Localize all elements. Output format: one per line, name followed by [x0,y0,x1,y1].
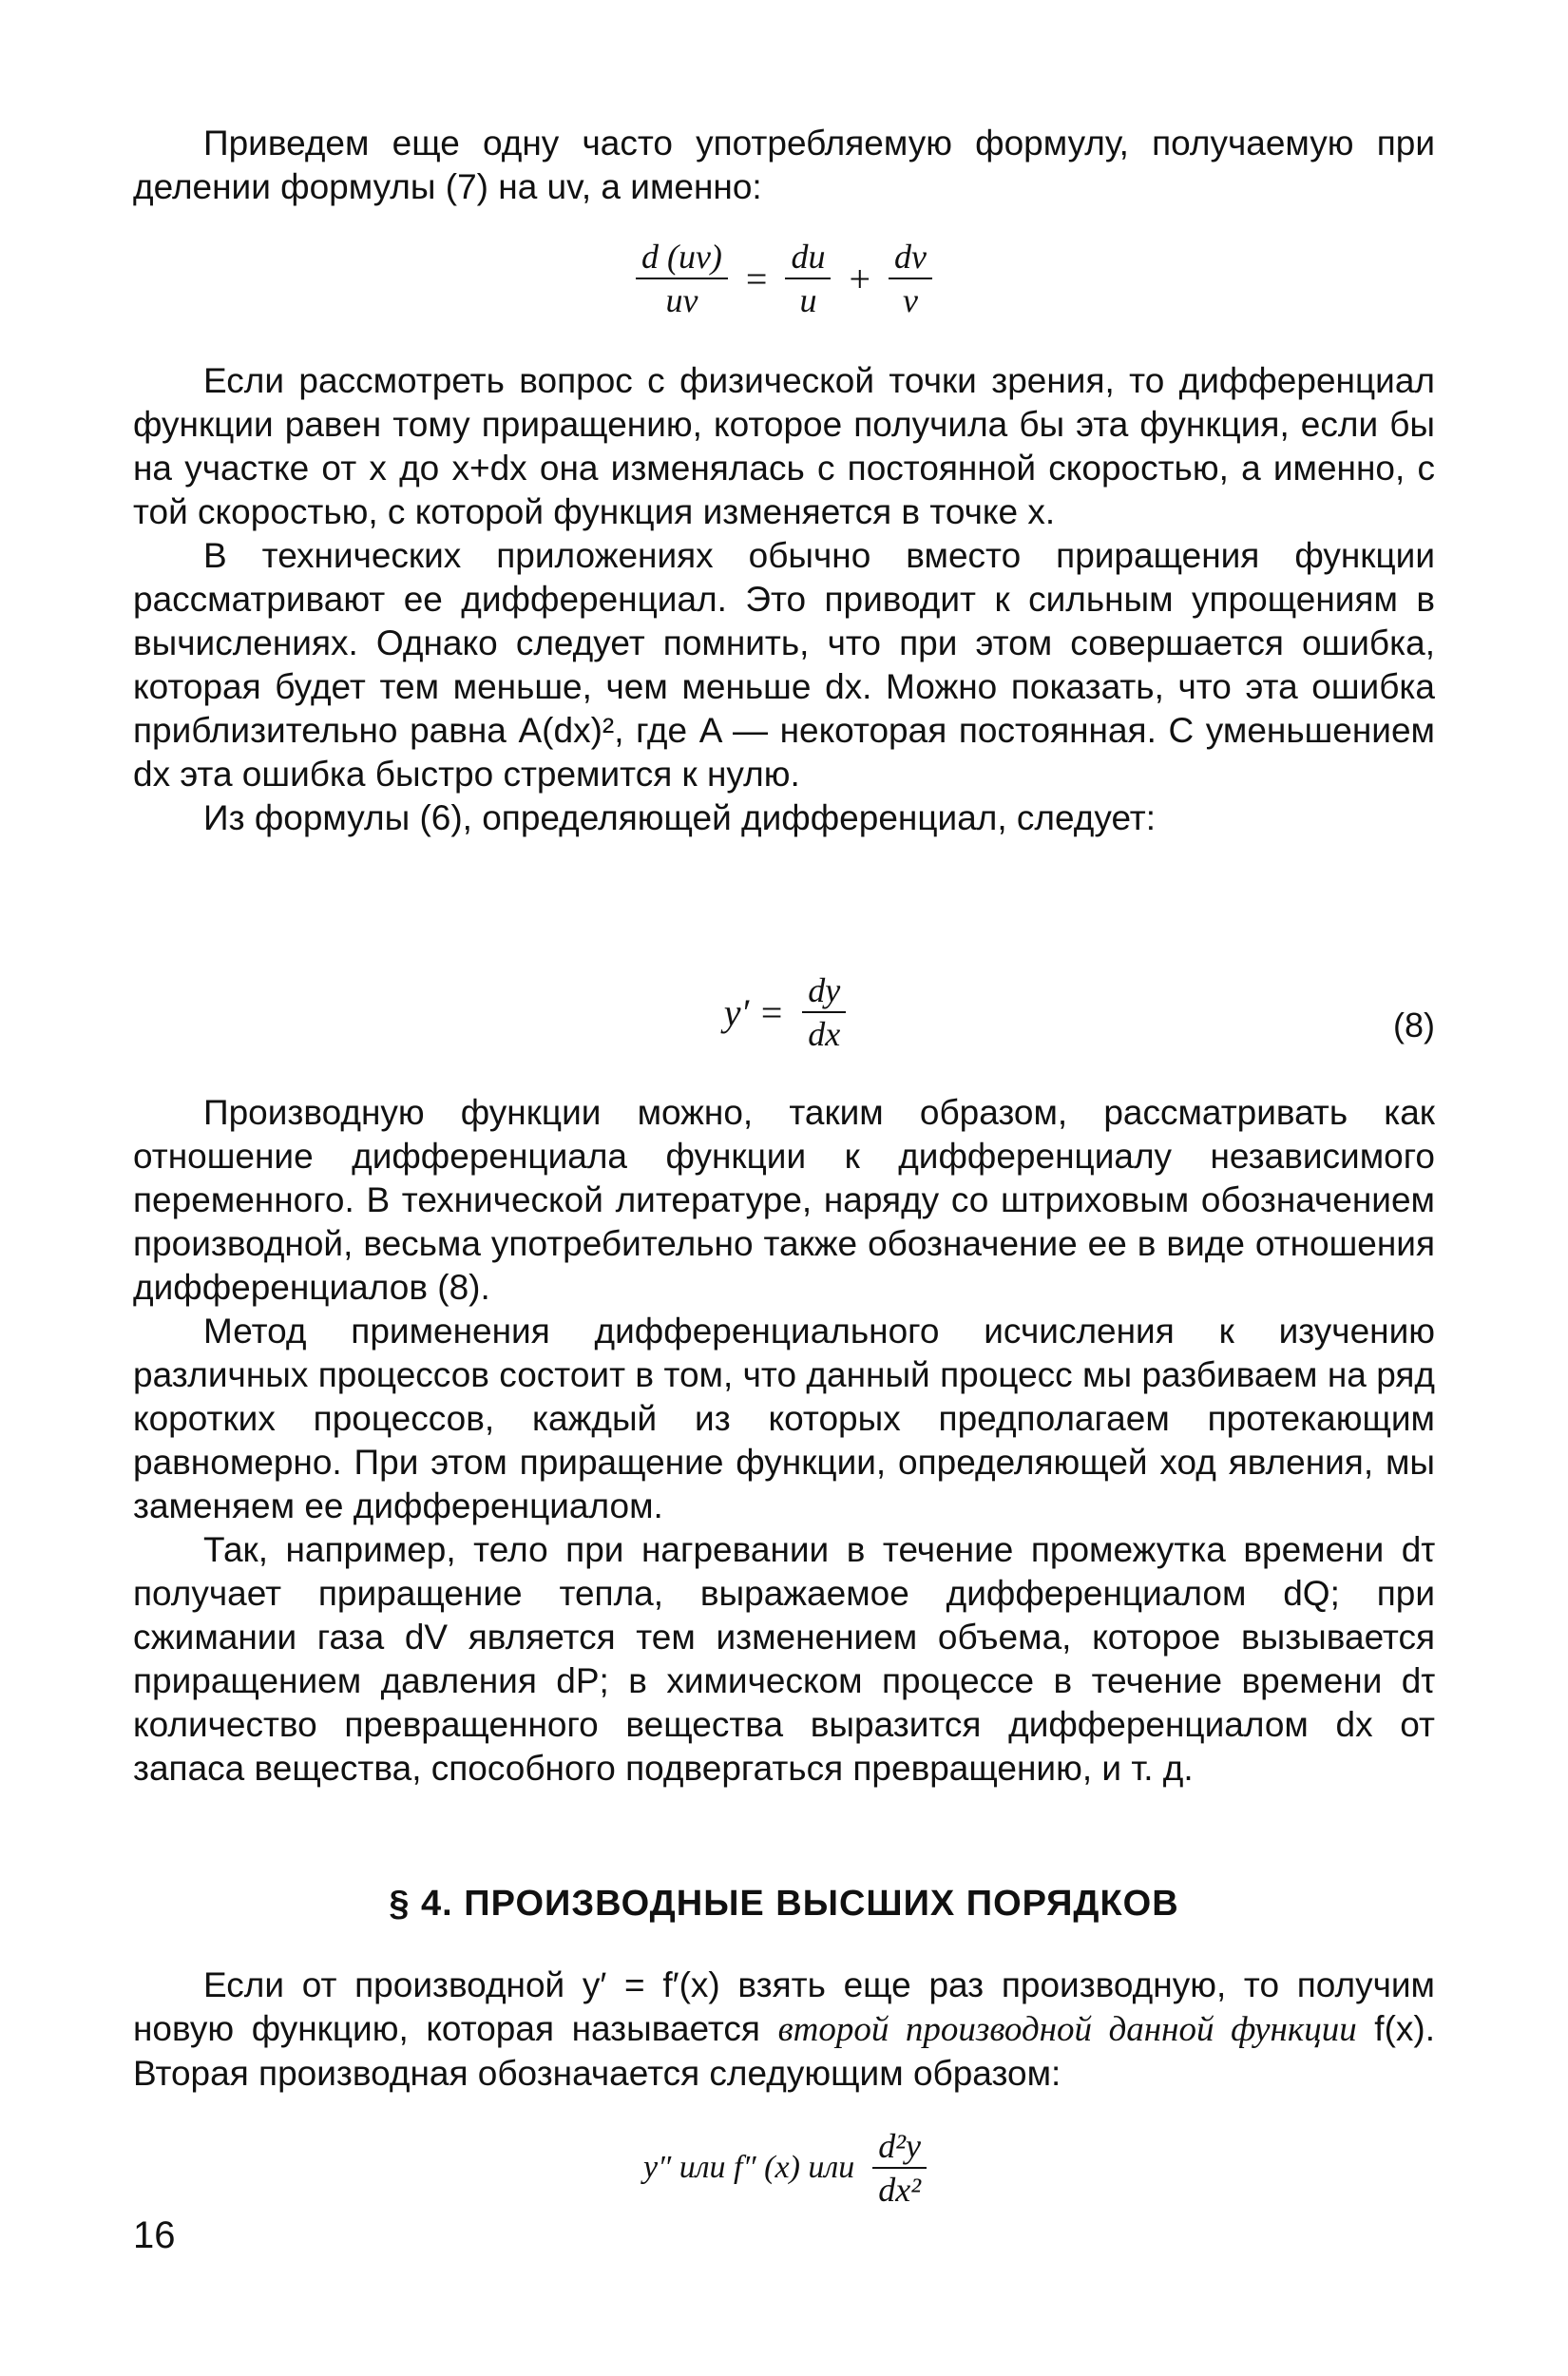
paragraph-second-derivative [133,1964,1435,2096]
text-block-main [133,359,1435,840]
paragraph-from-formula-6: Из формулы (6), определяющей дифференциал, следует: [203,798,1157,837]
paragraph-part: f(x). Вторая производная обозначается следующим образом: [133,2009,1435,2093]
equation-number: (8) [1393,1006,1435,1044]
equals-sign: = [745,257,768,300]
formula-log-derivative [133,238,1435,319]
fraction-d-uv-over-uv [636,238,728,319]
text-block-intro [133,122,1435,209]
emphasis-term: второй производной данной функции [777,2010,1357,2049]
fraction-denominator: dx² [878,2171,922,2209]
paragraph-technical-applications: В технических приложениях обычно вместо приращения функции рассматривают ее дифференциал. Это приводит к сильным упрощениям в вычислениях. Однако следует помнить, что при этом совершается ошибка, которая будет тем меньше, чем меньше dx. Можно показать, что эта ошибка приблизительно равна A(dx)², где A — некоторая постоянная. С уменьшением dx эта ошибка быстро стремится к нулю. [133,536,1435,794]
fraction-denominator: u [799,281,817,319]
fraction-denominator: v [903,281,919,319]
text-block-second-derivative [133,1964,1435,2096]
paragraph-derivative-ratio: Производную функции можно, таким образом, рассматривать как отношение дифференциала функции к дифференциалу независимого переменного. В технической литературе, наряду со штриховым обозначением производной, весьма употребительно также обозначение ее в виде отношения дифференциалов (8). [133,1093,1435,1307]
fraction-numerator: d²y [872,2127,927,2169]
fraction-d2y-over-dx2 [872,2127,927,2209]
text-block-derivative [133,1091,1435,1791]
fraction-numerator: dv [889,238,932,279]
section-heading: § 4. ПРОИЗВОДНЫЕ ВЫСШИХ ПОРЯДКОВ [389,1884,1179,1924]
plus-sign: + [849,257,871,300]
fraction-dy-over-dx [802,971,846,1053]
page-number: 16 [133,2214,176,2256]
formula-second-derivative [133,2127,1435,2209]
fraction-numerator: dy [802,971,846,1013]
formula-notation: y″ или f″ (x) или [642,2150,855,2185]
formula-8 [133,971,1435,1053]
fraction-numerator: du [785,238,831,279]
fraction-denominator: uv [665,281,698,319]
paragraph-intro: Приведем еще одну часто употребляемую формулу, получаемую при делении формулы (7) на uv, а именно: [133,124,1435,206]
paragraph-part: Если от производной y′ = f′(x) взять еще раз производную, то получим новую функцию, которая называется [133,1965,1435,2048]
paragraph-examples: Так, например, тело при нагревании в течение промежутка времени dτ получает приращение тепла, выражаемое дифференциалом dQ; при сжимании газа dV является тем изменением объема, которое вызывается приращением давления dP; в химическом процессе в течение времени dτ количество превращенного вещества выразится дифференциалом dx от запаса вещества, способного подвергаться превращению, и т. д. [133,1530,1435,1788]
fraction-numerator: d (uv) [636,238,728,279]
fraction-dv-over-v [889,238,932,319]
formula-lhs: y′ = [723,990,785,1034]
fraction-denominator: dx [808,1015,841,1053]
paragraph-physical-meaning: Если рассмотреть вопрос с физической точки зрения, то дифференциал функции равен тому приращению, которое получила бы эта функция, если бы на участке от x до x+dx она изменялась с постоянной скоростью, а именно, с той скоростью, с которой функция изменяется в точке x. [133,361,1435,531]
fraction-du-over-u [785,238,831,319]
paragraph-method: Метод применения дифференциального исчисления к изучению различных процессов состоит в том, что данный процесс мы разбиваем на ряд коротких процессов, каждый из которых предполагаем протекающим равномерно. При этом приращение функции, определяющей ход явления, мы заменяем ее дифференциалом. [133,1312,1435,1525]
